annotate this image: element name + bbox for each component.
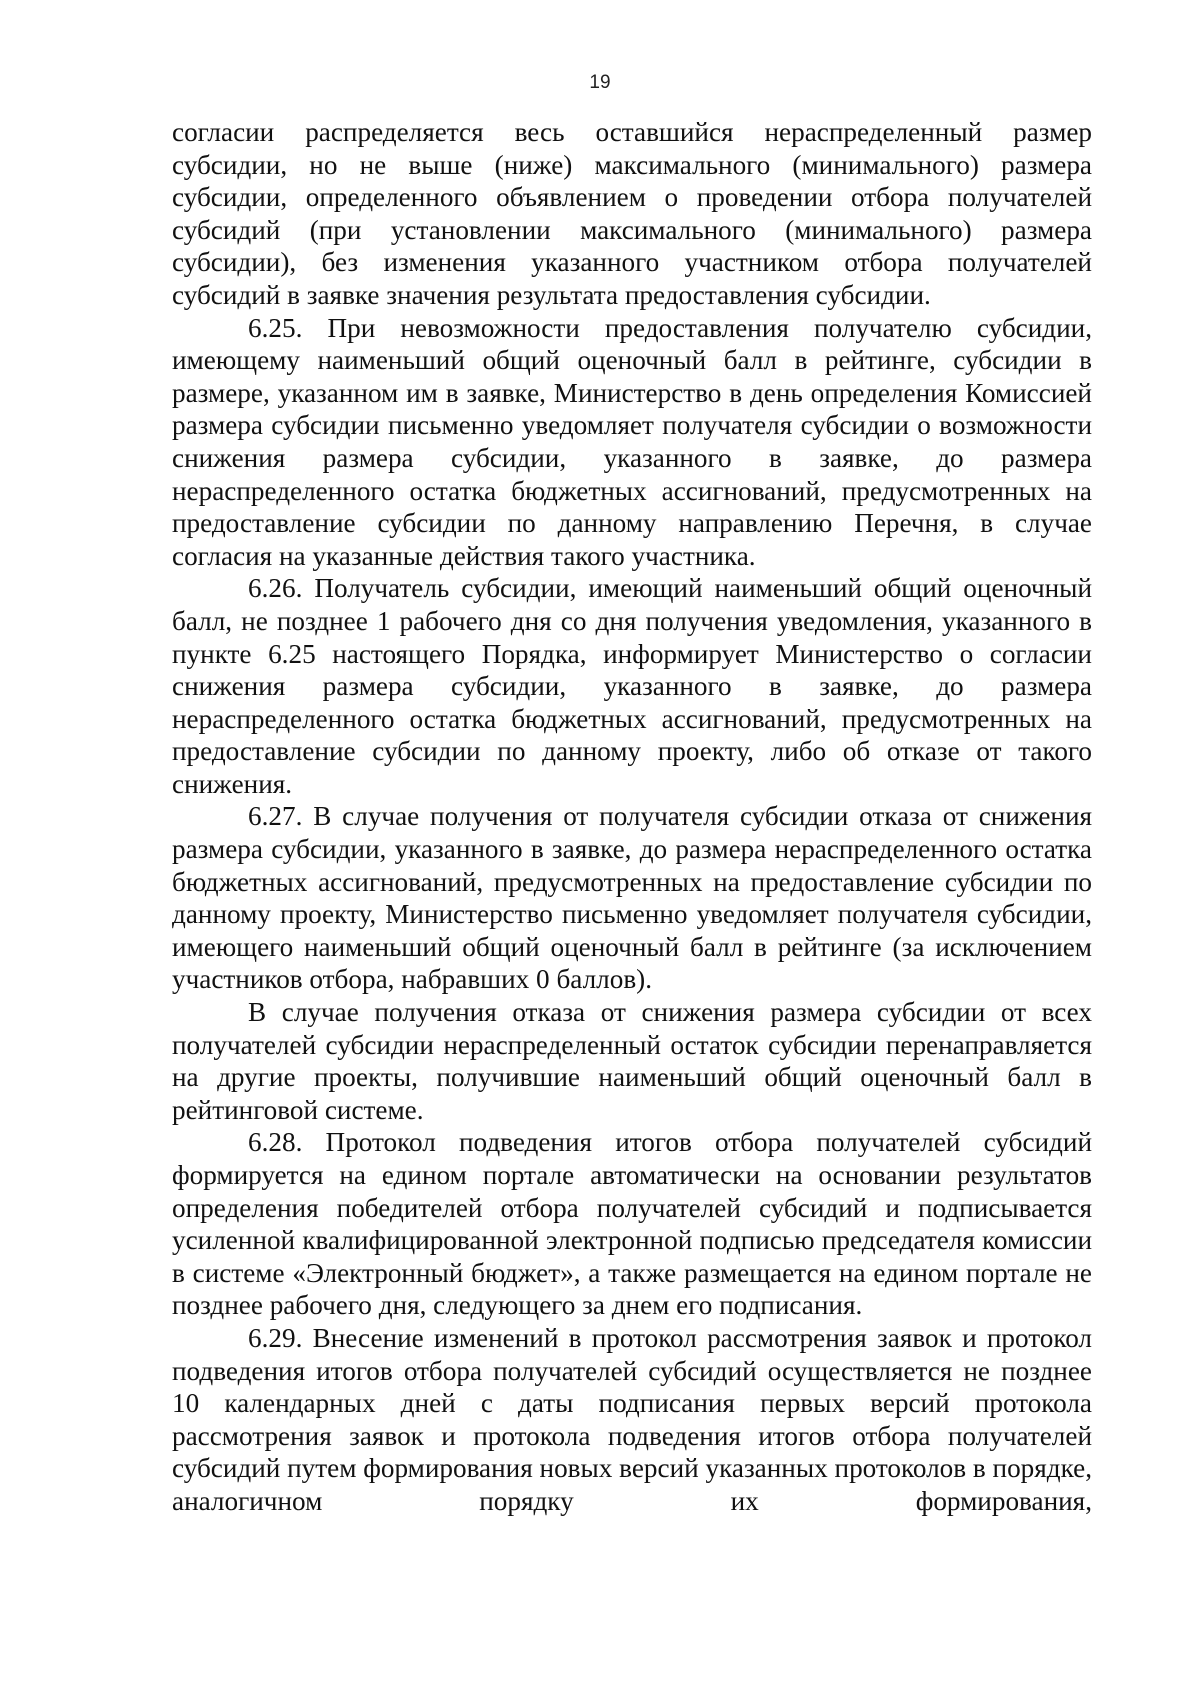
paragraph-6-29: 6.29. Внесение изменений в протокол рассмотрения заявок и протокол подведения итогов отбора получателей субсидий осуществляется не позднее 10 календарных дней с даты подписания первых версий протокола рассмотрения заявок и протокола подведения итогов отбора получателей субсидий путем формирования новых версий указанных протоколов в порядке, аналогичном порядку их формирования, <box>172 1322 1092 1516</box>
paragraph-6-27-refusal: В случае получения отказа от снижения размера субсидии от всех получателей субсидии нераспределенный остаток субсидии перенаправляется на другие проекты, получившие наименьший общий оценочный балл в рейтинговой системе. <box>172 997 1092 1125</box>
paragraph-6-27: 6.27. В случае получения от получателя субсидии отказа от снижения размера субсидии, указанного в заявке, до размера нераспределенного остатка бюджетных ассигнований, предусмотренных на предоставление субсидии по данному проекту, Министерство письменно уведомляет получателя субсидии, имеющего наименьший общий оценочный балл в рейтинге (за исключением участников отбора, набравших 0 баллов). <box>172 801 1092 995</box>
body-text <box>172 116 1092 1518</box>
paragraph-6-26: 6.26. Получатель субсидии, имеющий наименьший общий оценочный балл, не позднее 1 рабочего дня со дня получения уведомления, указанного в пункте 6.25 настоящего Порядка, информирует Министерство о согласии снижения размера субсидии, указанного в заявке, до размера нераспределенного остатка бюджетных ассигнований, предусмотренных на предоставление субсидии по данному проекту, либо об отказе от такого снижения. <box>172 573 1092 799</box>
paragraph-continuation: согласии распределяется весь оставшийся нераспределенный размер субсидии, но не выше (ниже) максимального (минимального) размера субсидии, определенного объявлением о проведении отбора получателей субсидий (при установлении максимального (минимального) размера субсидии), без изменения указанного участником отбора получателей субсидий в заявке значения результата предоставления субсидии. <box>172 117 1092 310</box>
page-number: 19 <box>589 72 611 93</box>
paragraph-6-28: 6.28. Протокол подведения итогов отбора получателей субсидий формируется на едином портале автоматически на основании результатов определения победителей отбора получателей субсидий и подписывается усиленной квалифицированной электронной подписью председателя комиссии в системе «Электронный бюджет», а также размещается на едином портале не позднее рабочего дня, следующего за днем его подписания. <box>172 1127 1092 1321</box>
paragraph-6-25: 6.25. При невозможности предоставления получателю субсидии, имеющему наименьший общий оценочный балл в рейтинге, субсидии в размере, указанном им в заявке, Министерство в день определения Комиссией размера субсидии письменно уведомляет получателя субсидии о возможности снижения размера субсидии, указанного в заявке, до размера нераспределенного остатка бюджетных ассигнований, предусмотренных на предоставление субсидии по данному направлению Перечня, в случае согласия на указанные действия такого участника. <box>172 312 1092 571</box>
